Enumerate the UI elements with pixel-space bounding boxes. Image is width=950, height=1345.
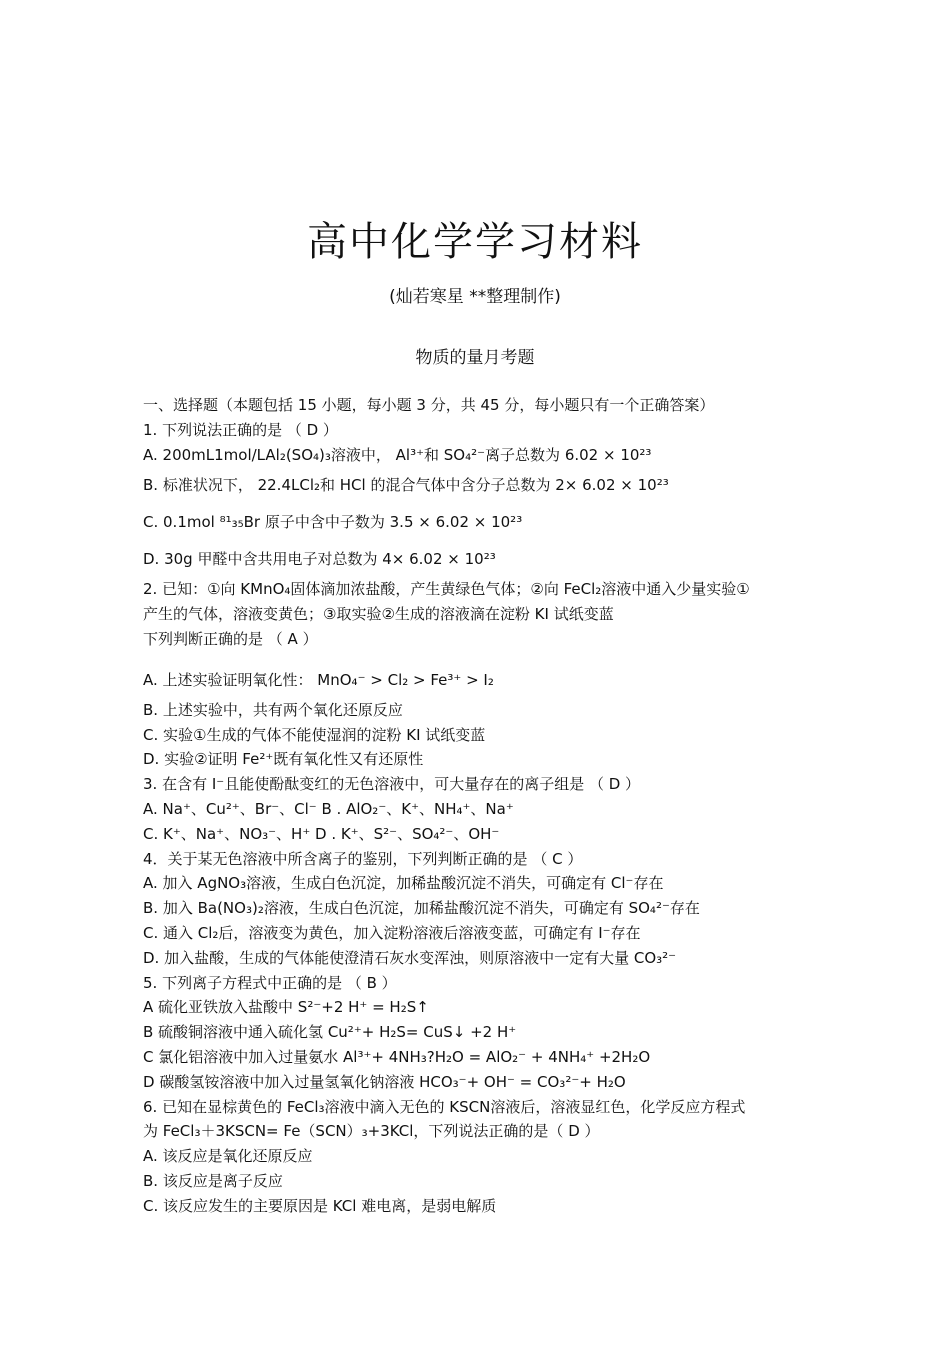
question-1-option-d: D. 30g 甲醛中含共用电子对总数为 4× 6.02 × 10²³ <box>143 550 496 569</box>
question-3-stem: 3. 在含有 I⁻且能使酚酞变红的无色溶液中，可大量存在的离子组是 （ D ） <box>143 775 641 794</box>
question-2-stem: 产生的气体，溶液变黄色；③取实验②生成的溶液滴在淀粉 KI 试纸变蓝 <box>143 605 614 624</box>
question-2-option-d: D. 实验②证明 Fe²⁺既有氧化性又有还原性 <box>143 750 424 769</box>
page-subtitle: (灿若寒星 **整理制作) <box>389 287 561 307</box>
section-title: 物质的量月考题 <box>415 348 535 368</box>
question-6-stem: 为 FeCl₃＋3KSCN= Fe（SCN）₃+3KCl，下列说法正确的是（ D ） <box>143 1122 600 1141</box>
question-6-stem: 6. 已知在显棕黄色的 FeCl₃溶液中滴入无色的 KSCN溶液后，溶液显红色，化学反应方程式 <box>143 1097 746 1116</box>
question-2-stem: 下列判断正确的是 （ A ） <box>143 629 318 648</box>
question-4-option-a: A. 加入 AgNO₃溶液，生成白色沉淀，加稀盐酸沉淀不消失，可确定有 Cl⁻存在 <box>143 874 664 893</box>
question-2-option-b: B. 上述实验中，共有两个氧化还原反应 <box>143 700 403 719</box>
question-1-option-b: B. 标准状况下， 22.4LCl₂和 HCl 的混合气体中含分子总数为 2× 6.02 × 10²³ <box>143 476 669 495</box>
question-5-stem: 5. 下列离子方程式中正确的是 （ B ） <box>143 973 397 992</box>
question-2-stem: 2. 已知：①向 KMnO₄固体滴加浓盐酸，产生黄绿色气体；②向 FeCl₂溶液中通入少量实验① <box>143 580 750 599</box>
question-5-option-a: A 硫化亚铁放入盐酸中 S²⁻+2 H⁺ = H₂S↑ <box>143 998 429 1017</box>
question-6-option-c: C. 该反应发生的主要原因是 KCl 难电离，是弱电解质 <box>143 1196 497 1215</box>
question-5-option-b: B 硫酸铜溶液中通入硫化氢 Cu²⁺+ H₂S= CuS↓ +2 H⁺ <box>143 1023 517 1042</box>
question-6-option-b: B. 该反应是离子反应 <box>143 1171 283 1190</box>
page-title: 高中化学学习材料 <box>307 219 643 265</box>
question-5-option-c: C 氯化铝溶液中加入过量氨水 Al³⁺+ 4NH₃?H₂O = AlO₂⁻ + 4NH₄⁺ +2H₂O <box>143 1047 651 1066</box>
question-2-option-c: C. 实验①生成的气体不能使湿润的淀粉 KI 试纸变蓝 <box>143 725 486 744</box>
question-5-option-d: D 碳酸氢铵溶液中加入过量氢氧化钠溶液 HCO₃⁻+ OH⁻ = CO₃²⁻+ H₂O <box>143 1072 626 1091</box>
question-1-stem: 1. 下列说法正确的是 （ D ） <box>143 420 338 439</box>
question-1-option-c: C. 0.1mol ⁸¹₃₅Br 原子中含中子数为 3.5 × 6.02 × 10²³ <box>143 513 523 532</box>
question-1-option-a: A. 200mL1mol/LAl₂(SO₄)₃溶液中， Al³⁺和 SO₄²⁻离子总数为 6.02 × 10²³ <box>143 445 652 464</box>
question-3-options-ab: A. Na⁺、Cu²⁺、Br⁻、Cl⁻ B . AlO₂⁻、K⁺、NH₄⁺、Na⁺ <box>143 799 514 818</box>
question-list <box>143 393 823 1219</box>
question-4-option-d: D. 加入盐酸，生成的气体能使澄清石灰水变浑浊，则原溶液中一定有大量 CO₃²⁻ <box>143 948 677 967</box>
question-4-option-c: C. 通入 Cl₂后，溶液变为黄色，加入淀粉溶液后溶液变蓝，可确定有 I⁻存在 <box>143 923 641 942</box>
question-2-option-a: A. 上述实验证明氧化性： MnO₄⁻ > Cl₂ > Fe³⁺ > I₂ <box>143 670 494 689</box>
question-6-option-a: A. 该反应是氧化还原反应 <box>143 1147 313 1166</box>
question-3-options-cd: C. K⁺、Na⁺、NO₃⁻、H⁺ D . K⁺、S²⁻、SO₄²⁻、OH⁻ <box>143 824 500 843</box>
question-4-stem: 4．关于某无色溶液中所含离子的鉴别，下列判断正确的是 （ C ） <box>143 849 583 868</box>
question-4-option-b: B. 加入 Ba(NO₃)₂溶液，生成白色沉淀，加稀盐酸沉淀不消失，可确定有 SO₄²⁻存在 <box>143 899 700 918</box>
section-instructions: 一、选择题（本题包括 15 小题，每小题 3 分，共 45 分，每小题只有一个正确答案） <box>143 396 715 414</box>
